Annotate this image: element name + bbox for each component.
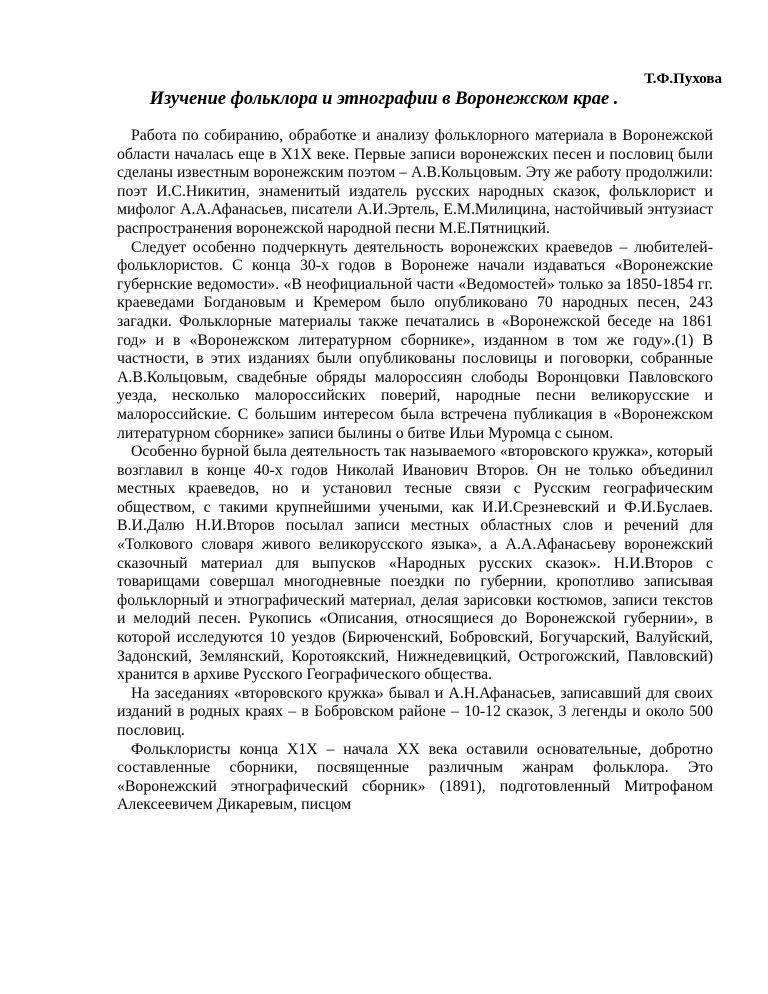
paragraph: Особенно бурной была деятельность так называемого «второвского кружка», который возглавил в конце 40-х годов Николай Иванович Второв. Он не только объединил местных краеведов, но и установил тесные связи с Русским географическим обществом, с такими крупнейшими учеными, как И.И.Срезневский и Ф.И.Буслаев. В.И.Далю Н.И.Второв посылал записи местных областных слов и речений для «Толкового словаря живого великорусского языка», а А.А.Афанасьеву воронежский сказочный материал для выпусков «Народных русских сказок». Н.И.Второв с товарищами совершал многодневные поездки по губернии, кропотливо записывая фольклорный и этнографический материал, делая зарисовки костюмов, записи текстов и мелодий песен. Рукопись «Описания, относящиеся до Воронежской губернии», в которой исследуются 10 уездов (Бирюченский, Бобровский, Богучарский, Валуйский, Задонский, Землянский, Коротоякский, Нижнедевицкий, Острогожский, Павловский) хранится в архиве Русского Географического общества. bbox=[117, 443, 713, 684]
paragraph: Работа по собиранию, обработке и анализу фольклорного материала в Воронежской области началась еще в Х1Х веке. Первые записи воронежских песен и пословиц были сделаны известным воронежским поэтом – А.В.Кольцовым. Эту же работу продолжили: поэт И.С.Никитин, знаменитый издатель русских народных сказок, фольклорист и мифолог А.А.Афанасьев, писатели А.И.Эртель, Е.М.Милицина, настойчивый энтузиаст распространения воронежской народной песни М.Е.Пятницкий. bbox=[117, 127, 714, 237]
paragraph: Фольклористы конца Х1Х – начала ХХ века оставили основательные, добротно составленные сборники, посвященные различным жанрам фольклора. Это «Воронежский этнографический сборник» (1891), подготовленный Митрофаном Алексеевичем Дикаревым, писцом bbox=[117, 740, 713, 814]
paragraph: Следует особенно подчеркнуть деятельность воронежских краеведов – любителей-фольклористов. С конца 30-х годов в Воронеже начали издаваться «Воронежские губернские ведомости». «В неофициальной части «Ведомостей» только за 1850-1854 гг. краеведами Богдановым и Кремером было опубликовано 70 народных песен, 243 загадки. Фольклорные материалы также печатались в «Воронежской беседе на 1861 год» и в «Воронежском литературном сборнике», изданном в том же году».(1) В частности, в этих изданиях были опубликованы пословицы и поговорки, собранные А.В.Кольцовым, свадебные обряды малороссиян слободы Воронцовки Павловского уезда, несколько малороссийских поверий, народные песни великорусские и малороссийские. С большим интересом была встречена публикация в «Воронежском литературном сборнике» записи былины о битве Ильи Муромца с сыном. bbox=[117, 238, 713, 442]
paragraph: На заседаниях «второвского кружка» бывал и А.Н.Афанасьев, записавший для своих изданий в родных краях – в Бобровском районе – 10-12 сказок, 3 легенды и около 500 пословиц. bbox=[117, 684, 713, 739]
document-body bbox=[117, 127, 713, 815]
author-name: Т.Ф.Пухова bbox=[644, 71, 722, 87]
document-title: Изучение фольклора и этнографии в Воронежском крае . bbox=[149, 89, 619, 109]
